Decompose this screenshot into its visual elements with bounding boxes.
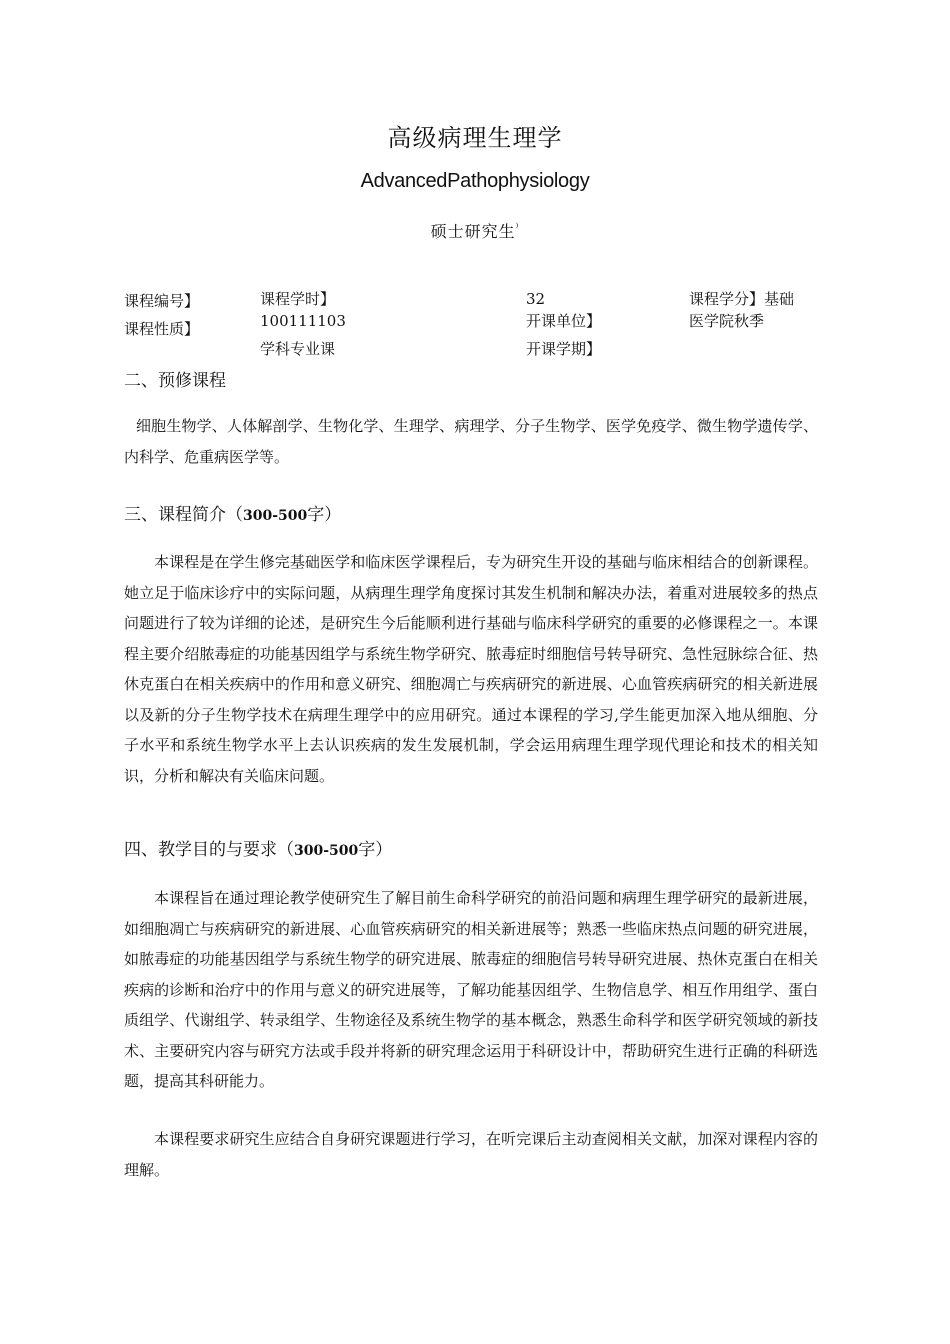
course-number-value: 100111103 — [260, 312, 346, 330]
department-and-semester: 医学院秋季 — [689, 312, 765, 330]
course-number-label: 课程编号】 — [124, 292, 200, 310]
degree-text: 硕士研究生 — [430, 222, 516, 241]
course-nature-value: 学科专业课 — [260, 340, 336, 358]
section-intro-heading — [124, 500, 341, 525]
course-title-chinese: 高级病理生理学 — [387, 124, 563, 152]
section-goals-text-1: 本课程旨在通过理论教学使研究生了解目前生命科学研究的前沿问题和病理生理学研究的最新进展，如细胞凋亡与疾病研究的新进展、心血管疾病研究的相关新进展等；熟悉一些临床热点问题的研究进展，如脓毒症的功能基因组学与系统生物学的研究进展、脓毒症的细胞信号转导研究进展、热休克蛋白在相关疾病的诊断和治疗中的作用与意义的研究进展等，了解功能基因组学、生物信息学、相互作用组学、蛋白质组学、代谢组学、转录组学、生物途径及系统生物学的基本概念，熟悉生命科学和医学研究领域的新技术、主要研究内容与研究方法或手段并将新的研究理念运用于科研设计中，帮助研究生进行正确的科研选题，提高其科研能力。 — [124, 889, 818, 1090]
heading-word-count: 300-500 — [243, 508, 308, 524]
course-nature-label: 课程性质】 — [124, 320, 200, 338]
heading-word-count: 300-500 — [294, 843, 359, 859]
section-goals-text-2: 本课程要求研究生应结合自身研究课题进行学习，在听完课后主动查阅相关文献，加深对课程内容的理解。 — [124, 1130, 818, 1179]
heading-pre: 三、课程简介（ — [124, 505, 243, 525]
info-col-3 — [526, 288, 601, 362]
info-col-1 — [124, 288, 199, 342]
heading-pre: 四、教学目的与要求（ — [124, 840, 294, 860]
section-goals-heading — [124, 835, 392, 860]
degree-level — [0, 219, 950, 242]
course-hours-value: 32 — [526, 290, 546, 308]
department-label: 开课单位】 — [526, 312, 602, 330]
section-prereq-text: 细胞生物学、人体解剖学、生物化学、生理学、病理学、分子生物学、医学免疫学、微生物学遗传学、内科学、危重病医学等。 — [124, 417, 818, 466]
course-title-english: AdvancedPathophysiology — [360, 170, 590, 192]
course-hours-label: 课程学时】 — [260, 290, 336, 308]
degree-mark: ⁾ — [515, 221, 520, 234]
heading-post: 字） — [307, 505, 342, 525]
semester-label: 开课学期】 — [526, 340, 602, 358]
heading-post: 字） — [358, 840, 393, 860]
info-col-4 — [689, 288, 794, 332]
section-prereq-heading: 二、预修课程 — [124, 371, 226, 391]
info-col-2 — [260, 288, 346, 362]
section-intro-text: 本课程是在学生修完基础医学和临床医学课程后，专为研究生开设的基础与临床相结合的创新课程。她立足于临床诊疗中的实际问题，从病理生理学角度探讨其发生机制和解决办法，着重对进展较多的热点问题进行了较为详细的论述，是研究生今后能顺利进行基础与临床科学研究的重要的必修课程之一。本课程主要介绍脓毒症的功能基因组学与系统生物学研究、脓毒症时细胞信号转导研究、急性冠脉综合征、热休克蛋白在相关疾病中的作用和意义研究、细胞凋亡与疾病研究的新进展、心血管疾病研究的相关新进展以及新的分子生物学技术在病理生理学中的应用研究。通过本课程的学习,学生能更加深入地从细胞、分子水平和系统生物学水平上去认识疾病的发生发展机制，学会运用病理生理学现代理论和技术的相关知识，分析和解决有关临床问题。 — [124, 553, 818, 785]
credits-label-and-department: 课程学分】基础 — [689, 290, 795, 308]
